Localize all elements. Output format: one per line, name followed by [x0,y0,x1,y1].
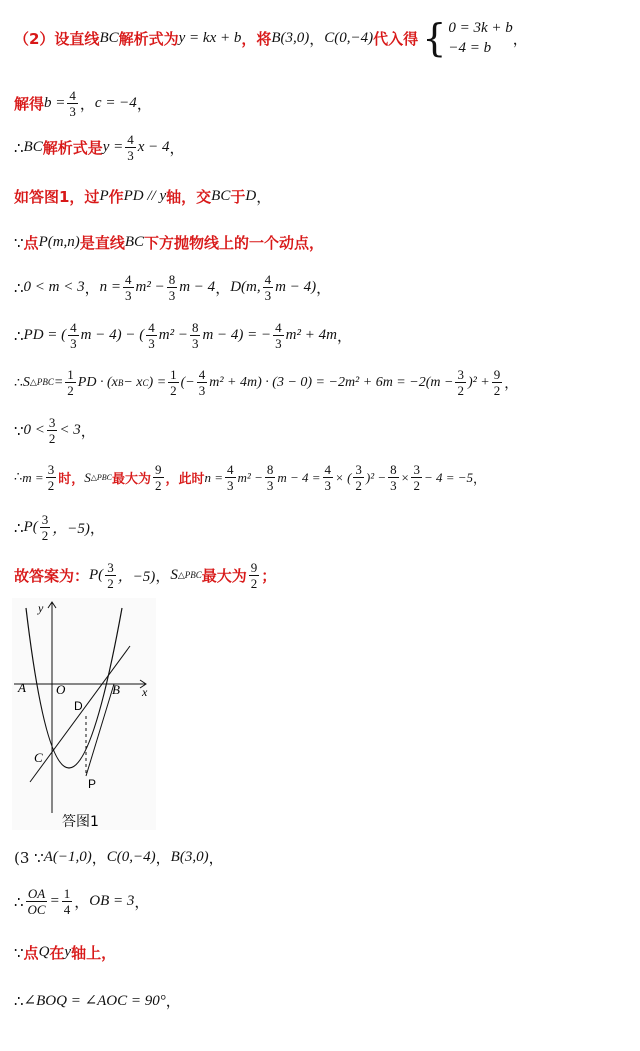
solution-line-1 [14,18,528,58]
math: ，−5) [52,521,90,537]
fraction [123,272,134,303]
denominator: 3 [264,288,272,303]
fraction [263,272,274,303]
therefore: ∴ [14,278,24,297]
math: )² − [365,469,387,485]
math: m = [22,469,44,485]
numerator: 4 [148,320,155,335]
denominator: 2 [413,478,420,493]
comma: ， [134,893,150,911]
denominator: 2 [155,478,162,493]
math: C(0,−4) [106,849,156,865]
comma: ， [136,95,152,113]
fraction [47,415,58,446]
comma: ， [512,29,528,48]
numerator: 3 [47,462,55,477]
fraction [153,462,164,493]
math: )² + [467,374,490,390]
math: y = [102,139,124,155]
numerator: 1 [63,886,71,901]
denominator: 2 [47,478,55,493]
solution-line-8 [14,367,518,398]
solution-line-7 [14,320,352,351]
math: BC [211,188,231,204]
solution-line-6 [14,272,331,303]
math: m² − [158,327,188,343]
math: S [22,374,30,390]
label-d: D [74,699,83,713]
math: 0 < [23,422,45,438]
solution-line-13 [14,847,224,868]
math: BC [99,29,119,46]
solution-line-11 [14,512,105,543]
subscript: △PBC [90,473,112,482]
denominator: 3 [69,104,76,119]
math: PD = ( [23,327,67,343]
subscript: △PBC [177,570,202,580]
math: m − 4 = [277,469,321,485]
denominator: 2 [457,383,464,398]
denominator: 4 [63,902,71,917]
solution-line-5 [14,232,324,253]
math: − x [123,374,143,390]
brace-icon: { [422,16,447,60]
text: 解析式为 [118,29,179,48]
numerator: 4 [264,272,272,287]
denominator: 2 [67,383,74,398]
parabola-figure [12,598,156,830]
math: B(3,0) [170,849,209,865]
math: y [64,944,72,960]
text: 最大为 [201,567,247,585]
denominator: 2 [493,383,501,398]
denominator: 2 [170,383,177,398]
comma: ， [215,279,231,297]
comma: ， [155,849,171,867]
math: − 4 = −5 [423,469,474,485]
figure-caption: 答图1 [62,814,99,830]
comma: ， [80,422,96,440]
numerator: 4 [198,367,206,382]
text: 轴上， [71,944,117,962]
numerator: 9 [155,462,162,477]
math: C(0,−4) [324,29,374,46]
denominator: 3 [227,478,234,493]
numerator: 4 [70,320,77,335]
math: m − 4) = − [202,327,272,343]
numerator: 3 [457,367,464,382]
math: S [170,567,178,583]
subscript: C [142,377,149,388]
therefore: ∴ [14,138,24,157]
math: ∠BOQ = ∠AOC = 90° [23,993,166,1009]
math: ，−5) [117,569,156,585]
comma: ， [155,567,171,585]
therefore: ∴ [14,374,23,391]
text: 轴，交 [166,188,212,206]
fraction [388,462,399,493]
denominator: 3 [390,478,397,493]
math: y = kx + b [178,29,242,46]
numerator: 4 [125,272,132,287]
comma: ， [79,95,95,113]
fraction [26,886,48,917]
therefore: ∴ [14,470,23,485]
math: S [84,469,91,485]
numerator: 8 [390,462,397,477]
label-y: y [38,601,44,615]
text: 是直线 [79,234,125,252]
math: m² + 4m [285,327,337,343]
solution-line-14 [14,886,149,917]
numerator: 3 [48,415,56,430]
math: OB = 3 [89,893,135,909]
numerator: 1 [67,367,74,382]
numerator: 3 [107,560,114,575]
label-c: C [34,750,43,765]
numerator: 1 [170,367,177,382]
comma: ， [473,472,487,487]
math: D(m, [230,279,261,295]
denominator: 2 [107,576,114,591]
solution-line-10 [14,462,486,493]
denominator: 3 [191,336,199,351]
fraction [67,88,78,119]
denominator: 3 [324,478,332,493]
because: ∵ [14,421,24,440]
fraction [68,320,79,351]
label-p: P [88,777,97,791]
numerator: 8 [266,462,274,477]
therefore: ∴ [14,892,24,911]
text: 代入得 [373,29,419,48]
system-row: 0 = 3k + b [448,20,513,36]
fraction [249,560,260,591]
denominator: 2 [41,528,49,543]
text: 在 [49,944,65,962]
fraction [167,272,178,303]
text: 最大为 [111,472,151,487]
comma: ， [169,139,185,157]
solution-line-4 [14,186,271,207]
fraction [190,320,201,351]
math: Q [38,944,50,960]
text: ； [261,567,277,585]
math: x − 4 [137,139,170,155]
math: PD · (x [77,374,118,390]
denominator: 3 [198,383,206,398]
text: ，将 [241,29,272,48]
numerator: 4 [69,88,76,103]
text: 点 [23,234,39,252]
math: B(3,0) [271,29,310,46]
text: 于 [230,188,246,206]
denominator: 2 [355,478,362,493]
fraction [105,560,116,591]
math: × [400,469,410,485]
fraction [40,512,51,543]
text: 作 [108,188,124,206]
comma: ， [316,279,332,297]
math: × ( [335,469,352,485]
fraction [65,367,76,398]
comma: ， [309,29,325,48]
denominator: OC [27,902,46,917]
fraction [146,320,157,351]
comma: ， [336,327,352,345]
therefore: ∴ [14,991,24,1010]
fraction [125,132,136,163]
fraction [353,462,364,493]
fraction [225,462,236,493]
numerator: 8 [191,320,199,335]
math: b = [44,95,66,111]
solution-line-12 [14,560,276,591]
comma: ， [84,279,100,297]
subscript: B [117,377,124,388]
label-b: B [112,682,120,697]
text: 下方抛物线上的一个动点， [144,234,325,252]
system-row: −4 = b [448,40,492,56]
denominator: 3 [266,478,274,493]
numerator: 9 [250,560,258,575]
solution-line-9 [14,415,96,446]
math: (− [180,374,195,390]
comma: ， [91,849,107,867]
therefore: ∴ [14,326,24,345]
fraction [62,886,73,917]
numerator: 4 [227,462,234,477]
math: = [53,374,64,390]
math: P( [89,567,104,583]
math: m − 4) − ( [80,327,145,343]
math: m − 4 [179,279,216,295]
math: < 3 [59,422,81,438]
fraction [323,462,334,493]
label-o: O [56,682,66,697]
comma: ， [89,519,105,537]
math: 0 < m < 3 [23,279,85,295]
denominator: 2 [250,576,258,591]
fraction [265,462,276,493]
numerator: 4 [275,320,282,335]
math: n = [204,469,224,485]
fraction [492,367,503,398]
equation-system [422,18,513,58]
numerator: 3 [355,462,362,477]
text: 点 [23,944,39,962]
math: c = −4 [94,95,137,111]
text: 解析式是 [42,139,103,157]
math: BC [124,234,144,250]
solution-line-2 [14,88,152,119]
math: ) = [148,374,167,390]
fraction [273,320,284,351]
math: BC [23,139,43,155]
denominator: 3 [125,288,132,303]
denominator: 3 [275,336,282,351]
denominator: 3 [70,336,77,351]
comma: ， [74,893,90,911]
numerator: 4 [324,462,332,477]
math: A(−1,0) [43,849,92,865]
fraction [168,367,179,398]
math: m² − [237,469,263,485]
math: D [245,188,257,204]
solution-line-3 [14,132,185,163]
math: P( [23,519,38,535]
denominator: 3 [148,336,155,351]
numerator: 3 [413,462,420,477]
figure-background [12,598,156,830]
numerator: 8 [168,272,176,287]
numerator: 9 [493,367,501,382]
text: 如答图1，过 [14,188,100,206]
fraction [455,367,466,398]
subscript: △PBC [29,377,54,387]
numerator: 3 [41,512,49,527]
comma: ， [208,849,224,867]
math: PD // y [123,188,167,204]
denominator: 3 [127,148,134,163]
math: m² + 4m) · (3 − 0) = −2m² + 6m = −2(m − [209,374,454,390]
fraction [197,367,208,398]
solution-line-15 [14,942,116,963]
text: ，此时 [165,472,205,487]
therefore: ∴ [14,518,24,537]
text: 故答案为： [14,567,90,585]
math: P(m,n) [38,234,80,250]
denominator: 2 [48,431,56,446]
numerator: 4 [127,132,134,147]
denominator: 3 [168,288,176,303]
because: ∵ [14,943,24,962]
text: 时， [58,472,85,487]
comma: ， [165,992,181,1010]
text: （2）设直线 [14,29,100,48]
text: 解得 [14,95,45,113]
fraction [411,462,422,493]
because: ∵ [14,233,24,252]
numerator: OA [27,886,46,901]
comma: ， [504,375,519,392]
math: = [49,893,60,909]
math: m − 4) [275,279,317,295]
because: (3 ∵ [14,848,44,867]
math: m² − [135,279,165,295]
math: P [99,188,109,204]
math: n = [99,279,122,295]
fraction [46,462,57,493]
label-x: x [142,685,148,699]
comma: ， [256,188,272,206]
solution-line-16 [14,990,181,1011]
label-a: A [18,680,26,695]
